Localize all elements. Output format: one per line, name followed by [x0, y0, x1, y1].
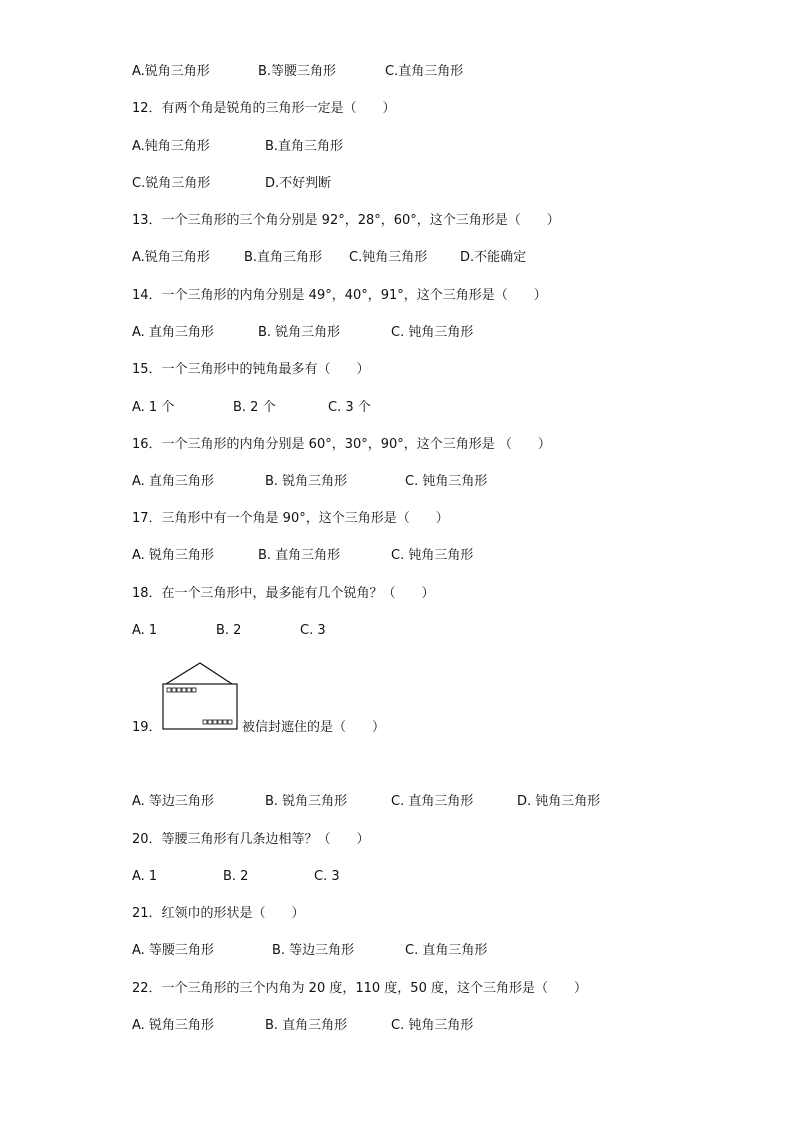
- q12-option-a[interactable]: A.钝角三角形: [132, 139, 210, 154]
- q16-stem: 16．一个三角形的内角分别是 60°，30°，90°，这个三角形是 （ ）: [132, 437, 551, 452]
- q16-option-a[interactable]: A. 直角三角形: [132, 474, 214, 489]
- q22-option-b[interactable]: B. 直角三角形: [265, 1018, 348, 1033]
- q21-option-c[interactable]: C. 直角三角形: [405, 943, 488, 958]
- q17-stem: 17．三角形中有一个角是 90°，这个三角形是（ ）: [132, 511, 449, 526]
- q18-option-a[interactable]: A. 1: [132, 623, 158, 638]
- q13-option-d[interactable]: D.不能确定: [460, 250, 527, 265]
- q22-option-a[interactable]: A. 锐角三角形: [132, 1018, 214, 1033]
- q20-option-a[interactable]: A. 1: [132, 869, 158, 884]
- q14-option-c[interactable]: C. 钝角三角形: [391, 325, 474, 340]
- q17-option-a[interactable]: A. 锐角三角形: [132, 548, 214, 563]
- q15-stem: 15．一个三角形中的钝角最多有（ ）: [132, 362, 370, 377]
- q20-option-b[interactable]: B. 2: [223, 869, 249, 884]
- q14-option-b[interactable]: B. 锐角三角形: [258, 325, 341, 340]
- q16-option-c[interactable]: C. 钝角三角形: [405, 474, 488, 489]
- q19-option-a[interactable]: A. 等边三角形: [132, 794, 214, 809]
- q16-option-b[interactable]: B. 锐角三角形: [265, 474, 348, 489]
- q17-option-c[interactable]: C. 钝角三角形: [391, 548, 474, 563]
- q19-option-b[interactable]: B. 锐角三角形: [265, 794, 348, 809]
- q21-option-b[interactable]: B. 等边三角形: [272, 943, 355, 958]
- envelope-body: [163, 684, 237, 729]
- q19-option-c[interactable]: C. 直角三角形: [391, 794, 474, 809]
- q13-stem: 13．一个三角形的三个角分别是 92°，28°，60°，这个三角形是（ ）: [132, 213, 560, 228]
- q11-option-c[interactable]: C.直角三角形: [385, 64, 464, 79]
- q19-stem: 被信封遮住的是（ ）: [242, 720, 386, 735]
- q13-option-a[interactable]: A.锐角三角形: [132, 250, 210, 265]
- q18-option-b[interactable]: B. 2: [216, 623, 242, 638]
- q15-option-b[interactable]: B. 2 个: [233, 400, 276, 415]
- q14-stem: 14．一个三角形的内角分别是 49°，40°，91°，这个三角形是（ ）: [132, 288, 547, 303]
- q19-number: 19．: [132, 720, 162, 735]
- q22-option-c[interactable]: C. 钝角三角形: [391, 1018, 474, 1033]
- q17-option-b[interactable]: B. 直角三角形: [258, 548, 341, 563]
- envelope-triangle-figure: [162, 662, 240, 734]
- q21-option-a[interactable]: A. 等腰三角形: [132, 943, 214, 958]
- q12-stem: 12．有两个角是锐角的三角形一定是（ ）: [132, 101, 396, 116]
- q13-option-b[interactable]: B.直角三角形: [244, 250, 323, 265]
- q11-option-a[interactable]: A.锐角三角形: [132, 64, 210, 79]
- q19-option-d[interactable]: D. 钝角三角形: [517, 794, 601, 809]
- q11-option-b[interactable]: B.等腰三角形: [258, 64, 337, 79]
- q18-stem: 18．在一个三角形中，最多能有几个锐角？（ ）: [132, 586, 435, 601]
- q12-option-d[interactable]: D.不好判断: [265, 176, 332, 191]
- q22-stem: 22．一个三角形的三个内角为 20 度，110 度，50 度，这个三角形是（ ）: [132, 981, 587, 996]
- q18-option-c[interactable]: C. 3: [300, 623, 326, 638]
- q15-option-a[interactable]: A. 1 个: [132, 400, 175, 415]
- q20-option-c[interactable]: C. 3: [314, 869, 340, 884]
- q15-option-c[interactable]: C. 3 个: [328, 400, 371, 415]
- q20-stem: 20．等腰三角形有几条边相等？（ ）: [132, 832, 370, 847]
- q21-stem: 21．红领巾的形状是（ ）: [132, 906, 305, 921]
- q14-option-a[interactable]: A. 直角三角形: [132, 325, 214, 340]
- q13-option-c[interactable]: C.钝角三角形: [349, 250, 428, 265]
- q12-option-c[interactable]: C.锐角三角形: [132, 176, 211, 191]
- triangle-peak: [166, 663, 232, 684]
- q12-option-b[interactable]: B.直角三角形: [265, 139, 344, 154]
